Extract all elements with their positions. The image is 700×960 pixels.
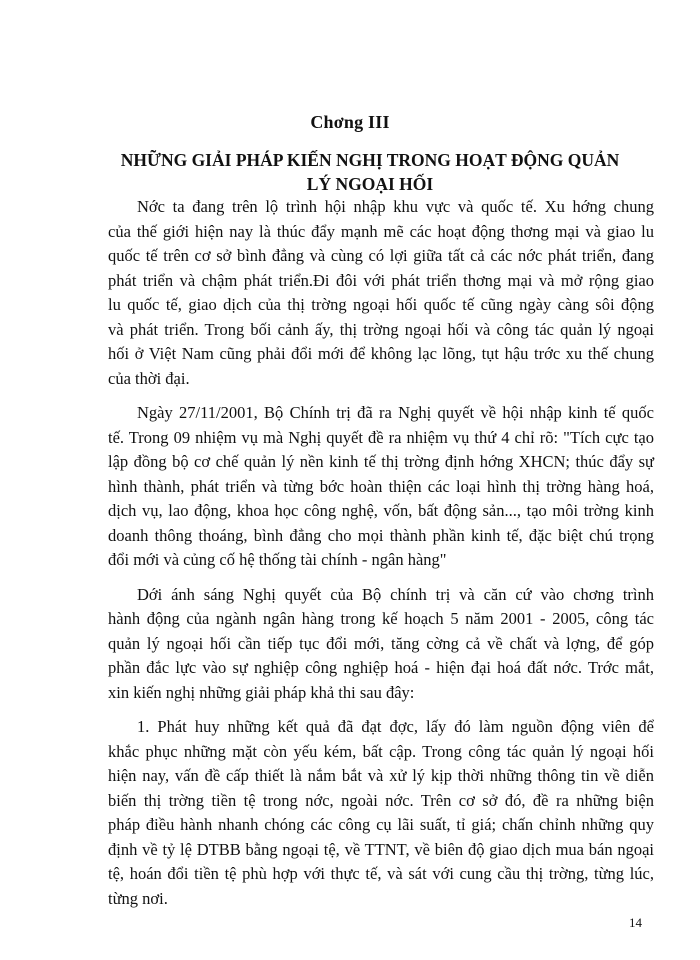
text-line: và phát triển. Trong bối cảnh ấy, thị trờng ngoại hối và công tác quản lý ngoại bbox=[108, 319, 654, 339]
text-line: 1. Phát huy những kết quả đã đạt đợc, lấy đó làm nguồn động viên để bbox=[137, 717, 654, 736]
text-line: khắc phục những mặt còn yếu kém, bất cập. Trong công tác quản lý ngoại hối bbox=[108, 741, 654, 761]
text-line: từng nơi. bbox=[108, 888, 168, 908]
section-title-line: NHỮNG GIẢI PHÁP KIẾN NGHỊ TRONG HOẠT ĐỘNG QUẢN bbox=[120, 150, 620, 170]
text-line: Dới ánh sáng Nghị quyết của Bộ chính trị và căn cứ vào chơng trình bbox=[137, 584, 654, 604]
text-line: Ngày 27/11/2001, Bộ Chính trị đã ra Nghị quyết về hội nhập kinh tế quốc bbox=[137, 403, 654, 422]
text-line: của thế giới hiện nay là thúc đẩy mạnh mẽ các hoạt động thơng mại và giao lu bbox=[108, 221, 654, 241]
text-line: quốc tế trên cơ sở bình đẳng và cùng có lợi giữa tất cả các nớc phát triển, đang bbox=[108, 246, 654, 265]
text-line: hành động của ngành ngân hàng trong kế hoạch 5 năm 2001 - 2005, công tác bbox=[108, 609, 654, 628]
text-line: Nớc ta đang trên lộ trình hội nhập khu vực và quốc tế. Xu hớng chung bbox=[137, 197, 654, 216]
text-line: hình thành, phát triển và từng bớc hoàn thiện các loại hình thị trờng hàng hoá, bbox=[108, 476, 654, 496]
chapter-heading: Chơng III bbox=[310, 112, 390, 132]
text-line: dịch vụ, lao động, khoa học công nghệ, vốn, bất động sản..., tạo môi trờng kinh bbox=[108, 501, 654, 520]
text-line: xin kiến nghị những giải pháp khả thi sau đây: bbox=[108, 682, 415, 702]
text-line: phần đắc lực vào sự nghiệp công nghiệp hoá - hiện đại hoá đất nớc. Trớc mắt, bbox=[108, 658, 654, 677]
text-line: lu quốc tế, giao dịch của thị trờng ngoại hối quốc tế cũng ngày càng sôi động bbox=[108, 295, 654, 314]
text-line: hối ở Việt Nam cũng phải đổi mới để không lạc lõng, tụt hậu trớc xu thế chung bbox=[108, 344, 654, 363]
section-title-line: LÝ NGOẠI HỐI bbox=[306, 174, 434, 194]
text-line: doanh thông thoáng, bình đẳng cho mọi thành phần kinh tế, đặc biệt chú trọng bbox=[108, 525, 654, 545]
text-line: tệ, hoán đổi tiền tệ phù hợp với thực tế, và sát với cung cầu thị trờng, từng lúc, bbox=[108, 864, 654, 883]
text-line: phát triển và chậm phát triển.Đi đôi với phát triển thơng mại và mở rộng giao bbox=[108, 270, 654, 290]
text-line: lập đồng bộ cơ chế quản lý nền kinh tế thị trờng định hớng XHCN; thúc đẩy sự bbox=[108, 452, 654, 471]
text-line: biến thị trờng tiền tệ trong nớc, ngoài nớc. Trên cơ sở đó, đề ra những biện bbox=[108, 790, 654, 810]
text-line: của thời đại. bbox=[108, 368, 190, 388]
text-line: đổi mới và củng cố hệ thống tài chính - ngân hàng" bbox=[108, 550, 447, 569]
text-line: tế. Trong 09 nhiệm vụ mà Nghị quyết đề ra nhiệm vụ thứ 4 chỉ rõ: "Tích cực tạo bbox=[108, 427, 654, 447]
text-line: pháp điều hành nhanh chóng các công cụ lãi suất, tỉ giá; chấn chỉnh những quy bbox=[108, 815, 654, 834]
page-number: 14 bbox=[629, 915, 642, 930]
text-line: quản lý ngoại hối cần tiếp tục đổi mới, tăng cờng cả về chất và lợng, để góp bbox=[108, 633, 654, 653]
text-line: định về tỷ lệ DTBB bằng ngoại tệ, về TTNT, về biên độ giao dịch mua bán ngoại bbox=[108, 839, 654, 859]
text-line: hiện nay, vấn đề cấp thiết là nắm bắt và xử lý kịp thời những thông tin về diễn bbox=[108, 766, 654, 785]
section-title bbox=[120, 148, 620, 196]
